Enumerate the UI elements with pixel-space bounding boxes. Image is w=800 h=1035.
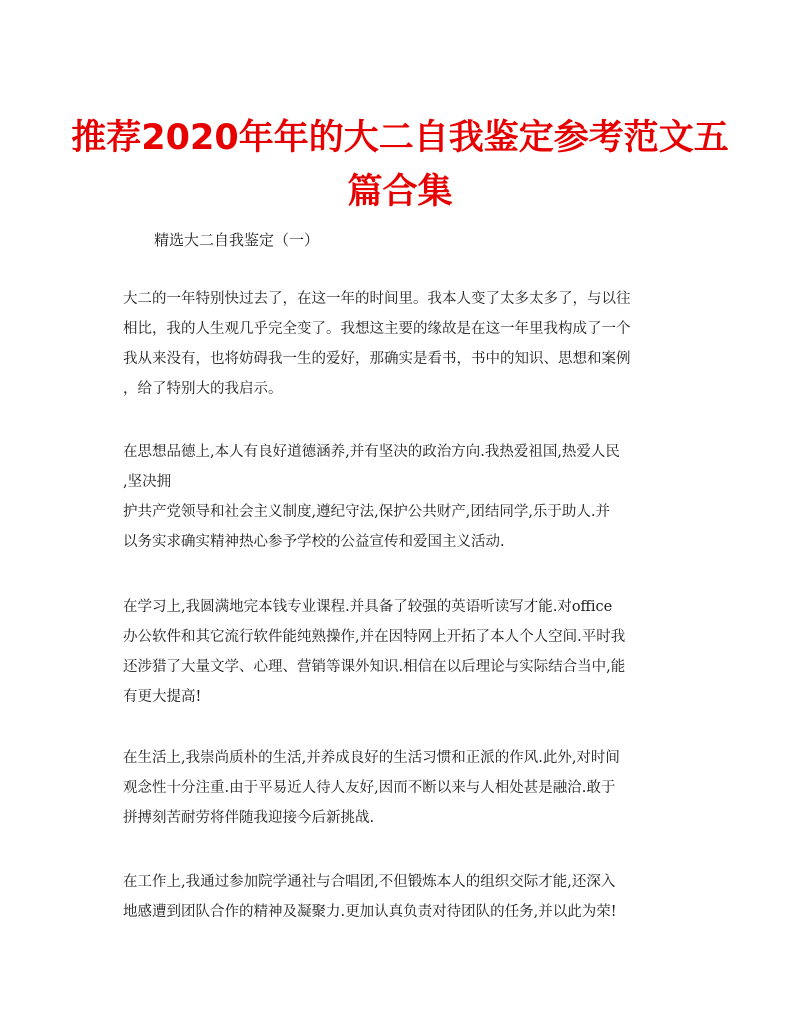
paragraph-line: 还涉猎了大量文学、心理、营销等课外知识.相信在以后理论与实际结合当中,能	[123, 659, 626, 675]
paragraph-line: 在学习上,我圆满地完本钱专业课程.并具备了较强的英语听读写才能.对office	[123, 599, 613, 615]
paragraph-line: 有更大提高!	[123, 689, 202, 705]
paragraph-line: 以务实求确实精神热心参予学校的公益宣传和爱国主义活动.	[123, 534, 505, 550]
paragraph-line: 相比，我的人生观几乎完全变了。我想这主要的缘故是在这一年里我构成了一个	[123, 321, 631, 337]
paragraph-line: 在思想品德上,本人有良好道德涵养,并有坚决的政治方向.我热爱祖国,热爱人民	[123, 444, 620, 460]
paragraph-line: 护共产党领导和社会主义制度,遵纪守法,保护公共财产,团结同学,乐于助人.并	[123, 504, 611, 520]
paragraph-line: 办公软件和其它流行软件能纯熟操作,并在因特网上开拓了本人个人空间.平时我	[123, 629, 626, 645]
paragraph-line: 在工作上,我通过参加院学通社与合唱团,不但锻炼本人的组织交际才能,还深入	[123, 874, 616, 890]
document-title-line-1: 推荐2020年年的大二自我鉴定参考范文五	[71, 118, 729, 158]
document-title-line-2: 篇合集	[347, 172, 453, 212]
paragraph-line: ,坚决拥	[123, 474, 172, 490]
paragraph-3	[123, 592, 693, 712]
paragraph-line: 地感遭到团队合作的精神及凝聚力.更加认真负责对待团队的任务,并以此为荣!	[123, 904, 617, 920]
paragraph-line: 拼搏刻苦耐劳将伴随我迎接今后新挑战.	[123, 810, 375, 826]
section-subtitle: 精选大二自我鉴定（一）	[154, 231, 320, 249]
paragraph-line: 我从来没有，也将妨碍我一生的爱好，那确实是看书，书中的知识、思想和案例	[123, 351, 631, 367]
paragraph-line: 在生活上,我崇尚质朴的生活,并养成良好的生活习惯和正派的作风.此外,对时间	[123, 750, 620, 766]
paragraph-line: 大二的一年特别快过去了，在这一年的时间里。我本人变了太多太多了，与以往	[123, 291, 631, 307]
paragraph-2	[123, 437, 693, 557]
paragraph-1	[123, 284, 693, 404]
paragraph-line: ，给了特别大的我启示。	[123, 381, 283, 397]
paragraph-line: 观念性十分注重.由于平易近人待人友好,因而不断以来与人相处甚是融洽.敢于	[123, 780, 616, 796]
paragraph-4	[123, 743, 693, 833]
paragraph-5	[123, 867, 693, 927]
